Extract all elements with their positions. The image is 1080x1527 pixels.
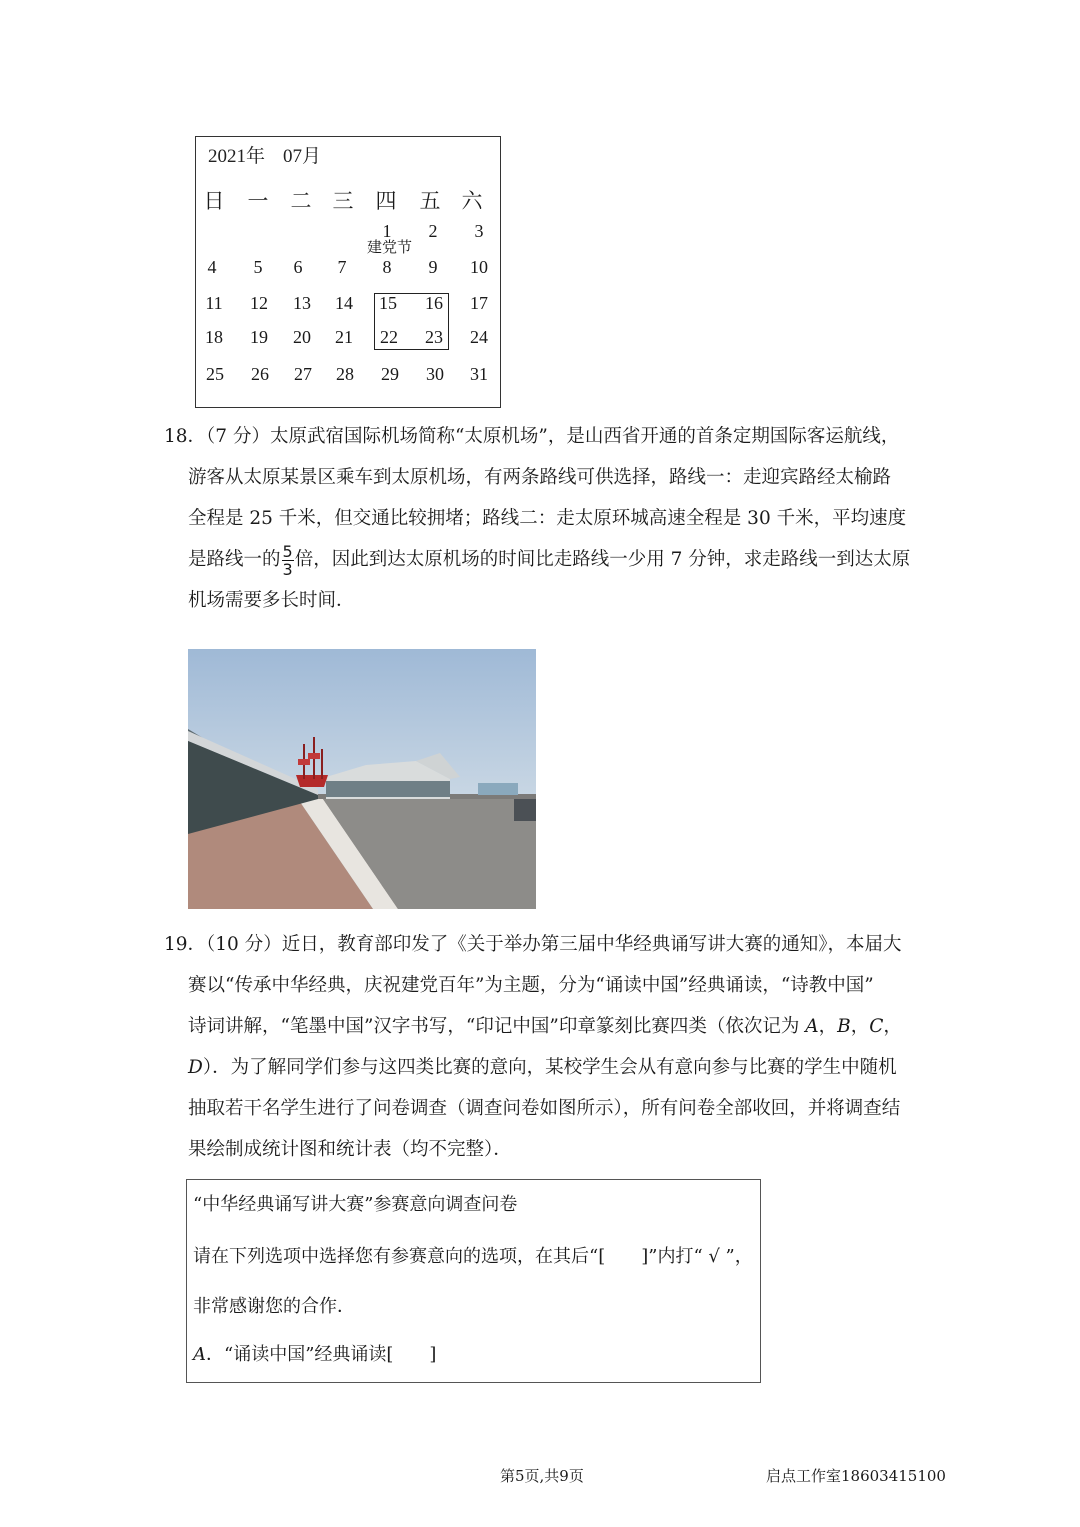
- calendar-day: 18: [205, 327, 223, 347]
- studio-contact: 启点工作室18603415100: [766, 1467, 946, 1485]
- calendar-day: 6: [293, 257, 303, 277]
- airport-photo: [188, 649, 536, 909]
- calendar-day: 27: [294, 364, 312, 384]
- problem-18: [164, 416, 924, 621]
- questionnaire-box: [186, 1179, 761, 1383]
- calendar-day: 25: [206, 364, 224, 384]
- calendar-day: 9: [428, 257, 438, 277]
- problem-18-line: 全程是 25 千米，但交通比较拥堵；路线二：走太原环城高速全程是 30 千米，平均速度: [188, 508, 907, 529]
- category-label: D: [188, 1057, 203, 1078]
- calendar-day: 13: [293, 293, 311, 313]
- calendar-day: 15: [379, 293, 397, 313]
- calendar-day: 14: [335, 293, 353, 313]
- problem-19-line: 19．（10 分）近日，教育部印发了《关于举办第三届中华经典诵写讲大赛的通知》，本届大: [164, 934, 902, 955]
- problem-19-line: [164, 1047, 924, 1088]
- calendar-weekdays: [196, 185, 502, 211]
- calendar-day: 20: [293, 327, 311, 347]
- calendar-day: 10: [470, 257, 488, 277]
- calendar-day: 1: [382, 221, 392, 241]
- problem-18-line: 机场需要多长时间．: [188, 590, 355, 611]
- problem-19-line: 诗词讲解，“笔墨中国”汉字书写，“印记中国”印章篆刻比赛四类（依次记为 A，B，C，: [188, 1016, 902, 1037]
- calendar-day: 22: [380, 327, 398, 347]
- fraction-numerator: 5: [282, 541, 293, 561]
- option-text: ．“诵读中国”经典诵读[ ]: [206, 1344, 437, 1365]
- calendar-day: 19: [250, 327, 268, 347]
- calendar-day: 28: [336, 364, 354, 384]
- page-number: 第5页,共9页: [500, 1467, 584, 1485]
- questionnaire-option-a: [193, 1340, 436, 1366]
- weekday-sun: 日: [203, 189, 225, 213]
- option-letter: A: [193, 1344, 206, 1365]
- problem-19-text: ，: [883, 1016, 902, 1037]
- weekday-sat: 六: [461, 189, 483, 213]
- problem-19-text: 诗词讲解，“笔墨中国”汉字书写，“印记中国”印章篆刻比赛四类（依次记为: [188, 1016, 806, 1037]
- problem-19-line: 果绘制成统计图和统计表（均不完整）．: [188, 1139, 512, 1160]
- calendar-day: 17: [470, 293, 488, 313]
- questionnaire-thanks: 非常感谢您的合作．: [193, 1296, 355, 1317]
- calendar-day: 3: [474, 221, 484, 241]
- problem-18-text: 倍，因此到达太原机场的时间比走路线一少用 7 分钟，求走路线一到达太原: [294, 549, 911, 570]
- calendar-day: 16: [425, 293, 443, 313]
- weekday-fri: 五: [419, 189, 441, 213]
- questionnaire-instruction: 请在下列选项中选择您有参赛意向的选项，在其后“[ ]”内打“ √ ”，: [193, 1246, 753, 1267]
- category-label: B: [837, 1016, 851, 1037]
- calendar: [195, 136, 501, 408]
- problem-18-text: 是路线一的: [188, 549, 281, 570]
- problem-19-line: 抽取若干名学生进行了问卷调查（调查问卷如图所示），所有问卷全部收回，并将调查结: [188, 1098, 901, 1119]
- fraction: [282, 543, 294, 578]
- problem-18-line: 18．（7 分）太原武宿国际机场简称“太原机场”，是山西省开通的首条定期国际客运航线，: [164, 426, 900, 447]
- calendar-day: 7: [337, 257, 347, 277]
- calendar-day: 23: [425, 327, 443, 347]
- calendar-day: 26: [251, 364, 269, 384]
- calendar-day: 24: [470, 327, 488, 347]
- weekday-mon: 一: [247, 189, 269, 213]
- calendar-month: 07月: [283, 146, 322, 167]
- calendar-holiday-note: 建党节: [367, 238, 413, 256]
- calendar-highlight-box: [374, 293, 449, 350]
- calendar-day: 29: [381, 364, 399, 384]
- weekday-tue: 二: [290, 189, 312, 213]
- calendar-day: 11: [205, 293, 223, 313]
- calendar-day: 30: [426, 364, 444, 384]
- fraction-denominator: 3: [282, 559, 293, 579]
- calendar-day: 4: [207, 257, 217, 277]
- weekday-wed: 三: [332, 189, 354, 213]
- calendar-day: 2: [428, 221, 438, 241]
- calendar-day: 5: [253, 257, 263, 277]
- calendar-day: 12: [250, 293, 268, 313]
- category-label: A: [805, 1016, 819, 1037]
- calendar-day: 21: [335, 327, 353, 347]
- calendar-day: 31: [470, 364, 488, 384]
- problem-19-line: 赛以“传承中华经典，庆祝建党百年”为主题，分为“诵读中国”经典诵读，“诗教中国”: [188, 975, 874, 996]
- problem-19-text: ）．为了解同学们参与这四类比赛的意向，某校学生会从有意向参与比赛的学生中随机: [202, 1057, 897, 1078]
- problem-18-line: [164, 539, 924, 580]
- category-label: C: [869, 1016, 884, 1037]
- problem-19: [164, 924, 924, 1170]
- problem-18-line: 游客从太原某景区乘车到太原机场，有两条路线可供选择，路线一：走迎宾路经太榆路: [188, 467, 892, 488]
- calendar-year: 2021年: [208, 146, 266, 167]
- questionnaire-title: “中华经典诵写讲大赛”参赛意向调查问卷: [193, 1194, 518, 1215]
- calendar-header: [208, 141, 321, 168]
- weekday-thu: 四: [375, 189, 397, 213]
- calendar-day: 8: [382, 257, 392, 277]
